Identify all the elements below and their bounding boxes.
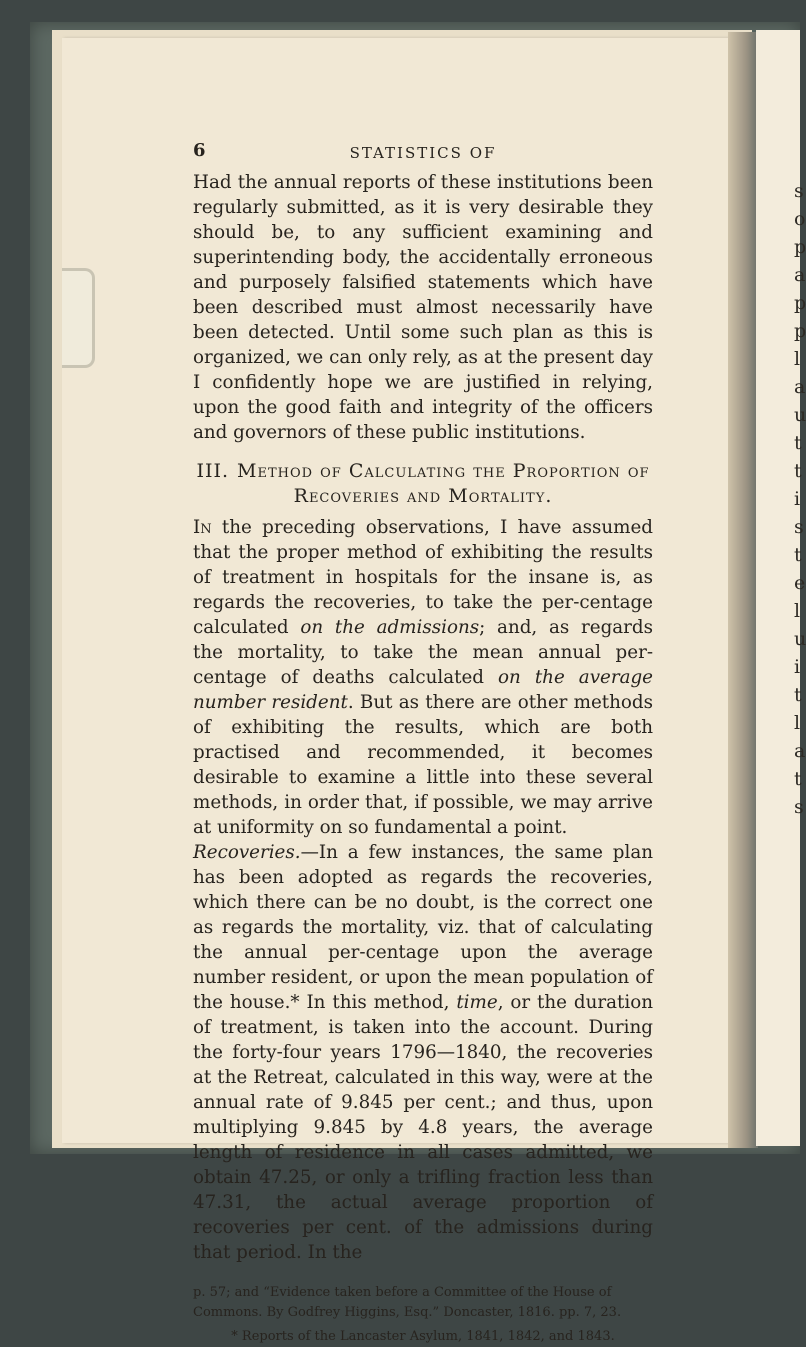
paper-clip (62, 268, 95, 368)
facing-page-letter: o (794, 208, 806, 230)
facing-page-letter: t (794, 432, 802, 454)
facing-page-letter: s (794, 180, 804, 202)
facing-page-letter: t (794, 544, 802, 566)
running-title: STATISTICS OF (349, 144, 497, 162)
book-gutter (728, 32, 758, 1148)
paragraph-3 (193, 840, 653, 1265)
paragraph-3-text-a: —In a few instances, the same plan has been adopted as regards the recoveries, which there can be no doubt, is the correct one as regards the mortality, viz. that of calculating the annual per-centage upon the average number resident, or upon the mean population of the house.* In this method, (193, 842, 653, 1013)
facing-page-letter: l (794, 712, 801, 734)
facing-page-letter: t (794, 684, 802, 706)
paragraph-3-text-b: , or the duration of treatment, is taken into the account. During the forty-four years 1796—1840, the recoveries at the Retreat, calculated in this way, were at the annual rate of 9.845 per cent.; and thus, upon multiplying 9.845 by 4.8 years, the average length of residence in all cases admitted, we obtain 47.25, or only a trifling fraction less than 47.31, the actual average proportion of recoveries per cent. of the admissions during that period. In the (193, 992, 653, 1263)
page-number: 6 (193, 140, 208, 161)
facing-page-letter: s (794, 796, 804, 818)
paragraph-2-text-b: ; and, as regards the mortality, to take the mean annual per-centage of deaths calculated (193, 617, 653, 688)
section-title: Method of Calculating the Proportion of Recoveries and Mortality. (237, 460, 650, 507)
facing-page-letter: p (794, 320, 806, 342)
paragraph-2-text-c: . But as there are other methods of exhibiting the results, which are both practised and recommended, it becomes desirable to examine a little into these several methods, in order that, if possible, we may arrive at uniformity on so fundamental a point. (193, 692, 653, 838)
facing-page-letter: l (794, 600, 801, 622)
paragraph-2-emphasis-b: on the average number resident (193, 667, 653, 713)
paragraph-2-emphasis-a: on the admissions (300, 617, 480, 638)
page-content (193, 140, 653, 1347)
facing-page-fragment (756, 30, 806, 1146)
footnotes (193, 1283, 653, 1347)
facing-page-letter: l (794, 348, 801, 370)
paragraph-1: Had the annual reports of these institutions been regularly submitted, as it is very desirable they should be, to any sufficient examining and superintending body, the accidentally erroneous and purposely falsified statements which have been described must almost necessarily have been detected. Until some such plan as this is organized, we can only rely, as at the present day I confidently hope we are justified in relying, upon the good faith and integrity of the officers and governors of these public institutions. (193, 172, 653, 443)
paragraph-2-lead: In (193, 517, 212, 538)
facing-page-letter: e (794, 572, 806, 594)
facing-page-letter: p (794, 236, 806, 258)
running-head (193, 140, 653, 170)
section-heading (193, 459, 653, 509)
facing-page-letter: t (794, 460, 802, 482)
footnote-star: * Reports of the Lancaster Asylum, 1841, 1842, and 1843. (231, 1329, 615, 1344)
paragraph-2 (193, 515, 653, 840)
paragraph-3-lead: Recoveries. (193, 842, 301, 863)
facing-page-letter: a (794, 264, 806, 286)
paragraph-2-text-a: the preceding observations, I have assumed that the proper method of exhibiting the results of treatment in hospitals for the insane is, as regards the recoveries, to take the per-centage calculated (193, 517, 653, 638)
facing-page-letter: u (794, 628, 806, 650)
facing-page-letter: t (794, 768, 802, 790)
footnote-continued: p. 57; and “Evidence taken before a Committee of the House of Commons. By Godfrey Higgins, Esq.” Doncaster, 1816. pp. 7, 23. (193, 1285, 622, 1320)
facing-page-letter: i (794, 488, 801, 510)
facing-page-letter: a (794, 376, 806, 398)
section-number: III. (196, 460, 230, 482)
facing-page-letter: u (794, 404, 806, 426)
paragraph-3-emphasis: time (456, 992, 498, 1013)
facing-page-letter: p (794, 292, 806, 314)
facing-page-letter: s (794, 516, 804, 538)
facing-page-letter: a (794, 740, 806, 762)
facing-page-letter: i (794, 656, 801, 678)
